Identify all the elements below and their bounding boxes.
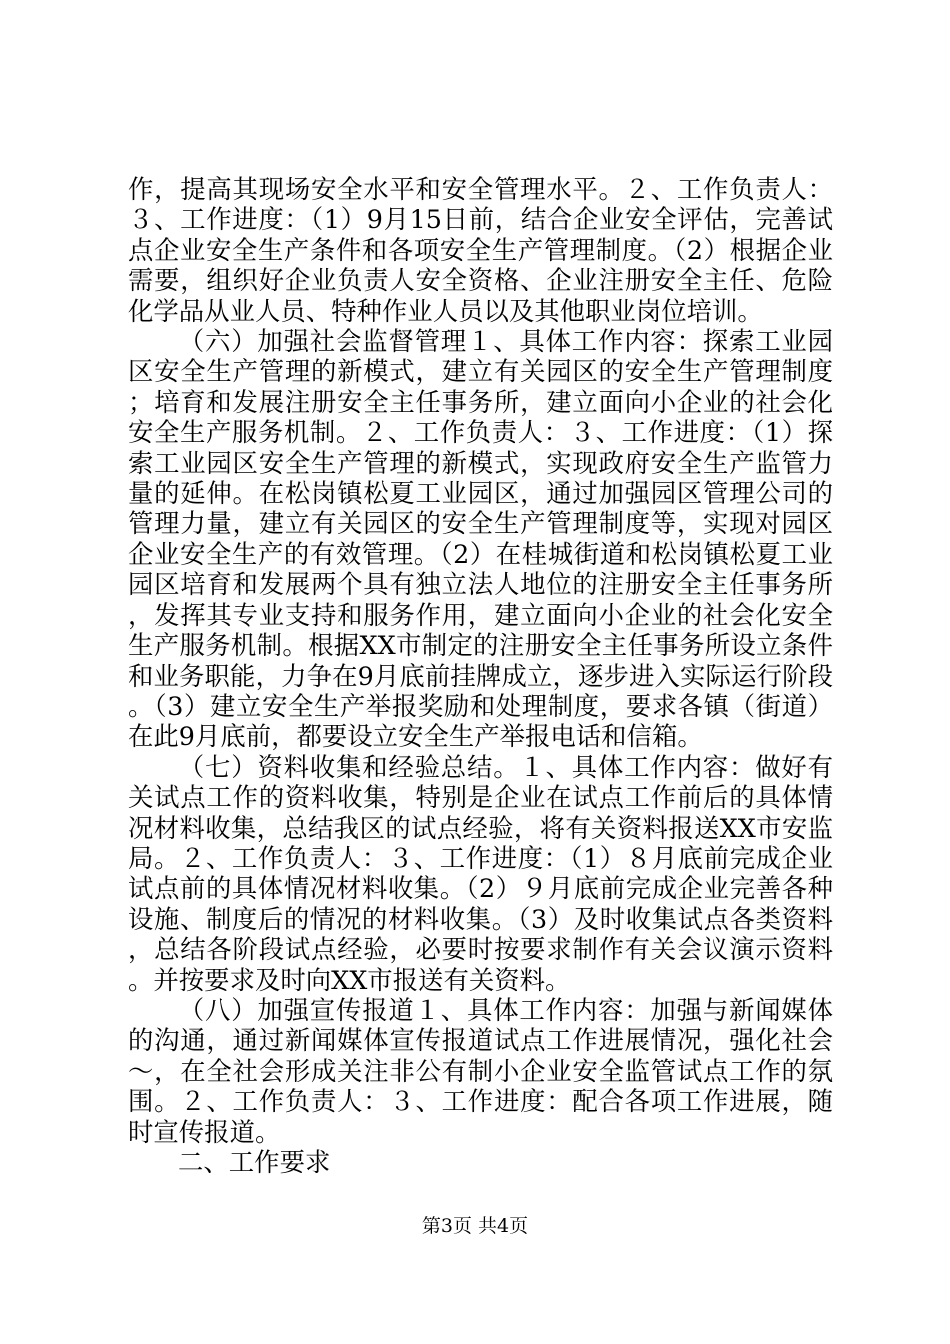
- section-heading-work-requirements: 二、工作要求: [178, 1147, 331, 1177]
- page-number-footer: 第3页 共4页: [421, 1215, 529, 1237]
- paragraph-publicity: （八）加强宣传报道１、具体工作内容：加强与新闻媒体的沟通，通过新闻媒体宣传报道试点工作进展情况，强化社会～，在全社会形成关注非公有制小企业安全监管试点工作的氛围。２、工作负责人：３、工作进度：配合各项工作进展，随时宣传报道。: [128, 994, 833, 1147]
- paragraph-work-progress-continued: 作，提高其现场安全水平和安全管理水平。２、工作负责人：３、工作进度：（1）9月15日前，结合企业安全评估，完善试点企业安全生产条件和各项安全生产管理制度。（2）根据企业需要，组织好企业负责人安全资格、企业注册安全主任、危险化学品从业人员、特种作业人员以及其他职业岗位培训。: [128, 174, 833, 326]
- document-body: [128, 174, 833, 1177]
- paragraph-data-collection: （七）资料收集和经验总结。１、具体工作内容：做好有关试点工作的资料收集，特别是企业在试点工作前后的具体情况材料收集，总结我区的试点经验，将有关资料报送XX市安监局。２、工作负责人：３、工作进度：（1）８月底前完成企业试点前的具体情况材料收集。（2）９月底前完成企业完善各种设施、制度后的情况的材料收集。（3）及时收集试点各类资料，总结各阶段试点经验，必要时按要求制作有关会议演示资料。并按要求及时向XX市报送有关资料。: [128, 751, 833, 995]
- paragraph-social-supervision: （六）加强社会监督管理１、具体工作内容：探索工业园区安全生产管理的新模式，建立有关园区的安全生产管理制度；培育和发展注册安全主任事务所，建立面向小企业的社会化安全生产服务机制。２、工作负责人：３、工作进度：（1）探索工业园区安全生产管理的新模式，实现政府安全生产监管力量的延伸。在松岗镇松夏工业园区，通过加强园区管理公司的管理力量，建立有关园区的安全生产管理制度等，实现对园区企业安全生产的有效管理。（2）在桂城街道和松岗镇松夏工业园区培育和发展两个具有独立法人地位的注册安全主任事务所，发挥其专业支持和服务作用，建立面向小企业的社会化安全生产服务机制。根据XX市制定的注册安全主任事务所设立条件和业务职能，力争在9月底前挂牌成立，逐步进入实际运行阶段。（3）建立安全生产举报奖励和处理制度，要求各镇（街道）在此9月底前，都要设立安全生产举报电话和信箱。: [128, 326, 833, 752]
